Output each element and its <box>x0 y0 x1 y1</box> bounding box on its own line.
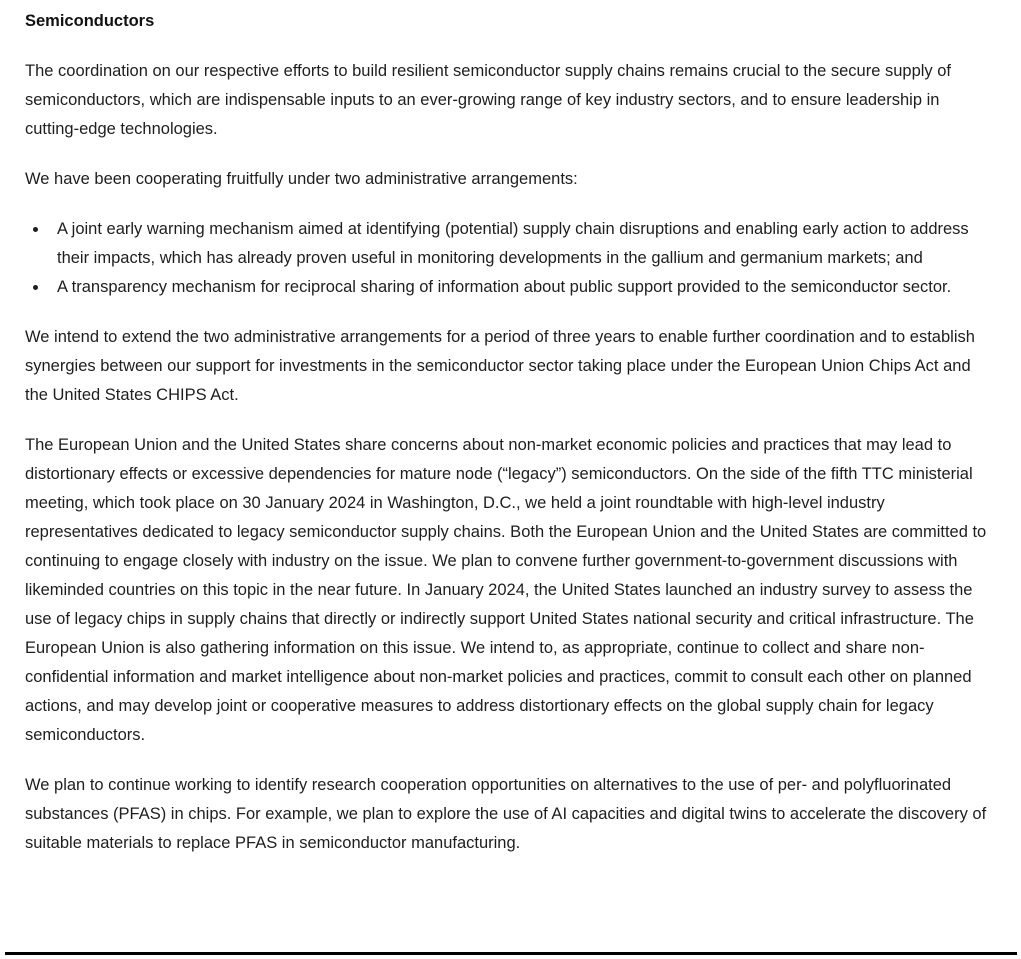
arrangements-list <box>25 215 995 302</box>
list-item-transparency-mechanism: • A transparency mechanism for reciprocal sharing of information about public support provided to the semiconductor sector. <box>49 273 995 302</box>
list-item-early-warning-mechanism: • A joint early warning mechanism aimed at identifying (potential) supply chain disruptions and enabling early action to address their impacts, which has already proven useful in monitoring developments in the gallium and germanium markets; and <box>49 215 995 273</box>
section-heading: Semiconductors <box>25 12 155 30</box>
bottom-divider <box>5 952 1017 955</box>
paragraph-arrangements-intro: We have been cooperating fruitfully under two administrative arrangements: <box>25 170 578 188</box>
paragraph-legacy-semiconductors: The European Union and the United States share concerns about non-market economic policies and practices that may lead to distortionary effects or excessive dependencies for mature node (“legacy”) semiconductors. On the side of the fifth TTC ministerial meeting, which took place on 30 January 2024 in Washington, D.C., we held a joint roundtable with high-level industry representatives dedicated to legacy semiconductor supply chains. Both the European Union and the United States are committed to continuing to engage closely with industry on the issue. We plan to convene further government-to-government discussions with likeminded countries on this topic in the near future. In January 2024, the United States launched an industry survey to assess the use of legacy chips in supply chains that directly or indirectly support United States national security and critical infrastructure. The European Union is also gathering information on this issue. We intend to, as appropriate, continue to collect and share non-confidential information and market intelligence about non-market policies and practices, commit to consult each other on planned actions, and may develop joint or cooperative measures to address distortionary effects on the global supply chain for legacy semiconductors. <box>25 436 987 744</box>
paragraph-supply-chain-coordination: The coordination on our respective efforts to build resilient semiconductor supply chains remains crucial to the secure supply of semiconductors, which are indispensable inputs to an ever-growing range of key industry sectors, and to ensure leadership in cutting-edge technologies. <box>25 62 952 138</box>
paragraph-pfas-research: We plan to continue working to identify research cooperation opportunities on alternatives to the use of per- and polyfluorinated substances (PFAS) in chips. For example, we plan to explore the use of AI capacities and digital twins to accelerate the discovery of suitable materials to replace PFAS in semiconductor manufacturing. <box>25 776 987 852</box>
paragraph-extend-arrangements: We intend to extend the two administrative arrangements for a period of three years to enable further coordination and to establish synergies between our support for investments in the semiconductor sector taking place under the European Union Chips Act and the United States CHIPS Act. <box>25 328 975 404</box>
